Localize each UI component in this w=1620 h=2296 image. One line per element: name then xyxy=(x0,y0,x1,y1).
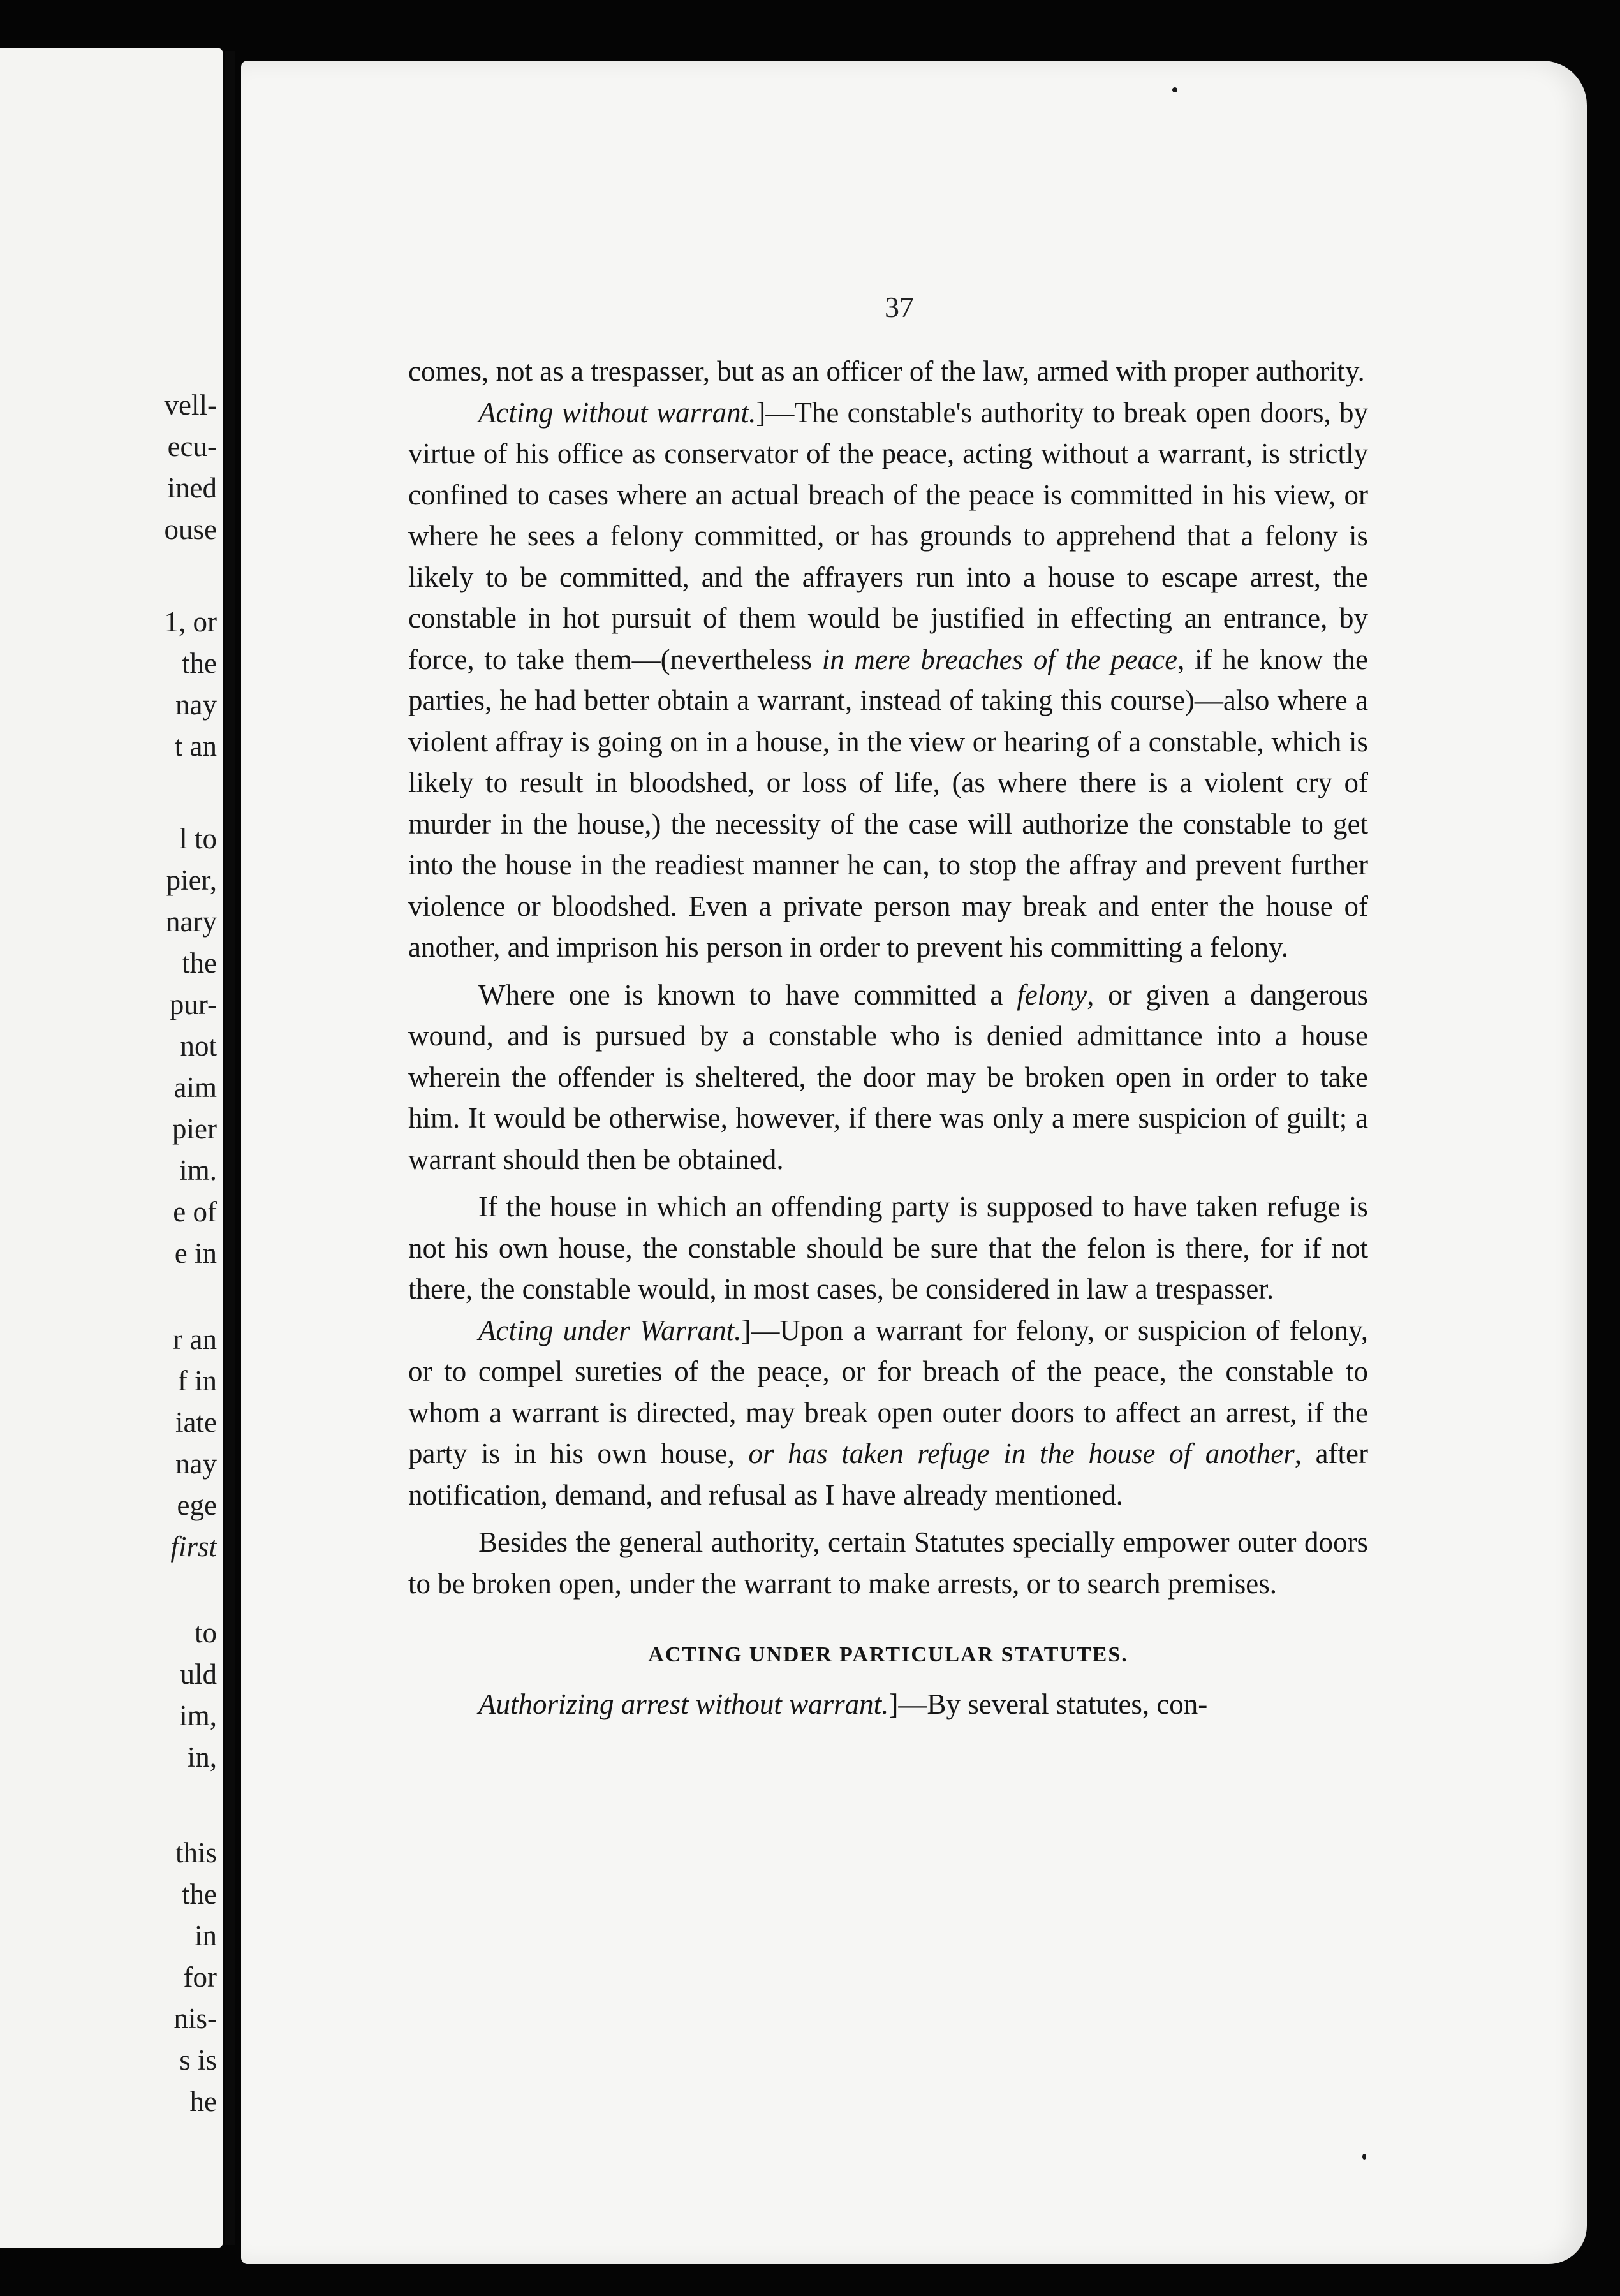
paragraph: Besides the general authority, certain Statutes specially empower outer doors to be broken open, under the warrant to make arrests, or to search premises. xyxy=(408,1526,1368,1600)
left-page-fragment: l to xyxy=(179,823,217,855)
left-page-fragment: e of xyxy=(173,1196,217,1228)
left-page-fragment: ouse xyxy=(164,513,217,545)
left-page-fragment: im, xyxy=(179,1700,217,1732)
dust-speck xyxy=(1172,87,1177,92)
emphasis-text: felony xyxy=(1017,978,1087,1011)
paragraph-text: , or given a dangerous wound, and is pursued by a constable who is denied admittance into a house wherein the offender is sheltered, the door may be broken open in order to take him. It would be otherwise, however, if there was only a mere suspicion of guilt; a warrant should then be obtained. xyxy=(408,978,1368,1175)
left-page-fragment: this xyxy=(175,1837,217,1869)
paragraph-text: ]—Upon a warrant for felony, or suspicion of felony, or to compel sureties of the peace, or for breach of the peace, the constable to whom a warrant is directed, may break open outer doors to affect an arrest, if the party is in his own house, xyxy=(408,1314,1368,1469)
book-gutter xyxy=(225,51,235,2245)
left-page-fragment: ecu- xyxy=(167,430,217,462)
left-page-fragment: nary xyxy=(166,906,217,938)
left-page-fragment: 1, or xyxy=(164,606,217,638)
paragraph-text: Where one is known to have committed a xyxy=(478,978,1017,1011)
left-page-fragment: for xyxy=(183,1961,217,1993)
left-page-fragment: ined xyxy=(167,472,217,504)
left-page-fragment: nis- xyxy=(173,2003,217,2035)
dust-speck xyxy=(1362,2154,1366,2160)
page-body xyxy=(408,351,1368,1725)
emphasis-text: or has taken refuge in the house of another xyxy=(748,1438,1295,1469)
paragraph-text: , after notification, demand, and refusal as I have already mentioned. xyxy=(408,1438,1368,1511)
left-page-fragment: pur- xyxy=(169,989,217,1020)
page-number: 37 xyxy=(885,291,914,323)
section-lead: Acting under Warrant. xyxy=(478,1314,742,1346)
section-lead: Acting without warrant. xyxy=(478,396,756,429)
section-lead: Authorizing arrest without warrant. xyxy=(478,1688,889,1720)
left-page-fragment: he xyxy=(189,2086,217,2117)
left-page-fragment: f in xyxy=(177,1365,217,1397)
left-page-fragment: not xyxy=(180,1030,217,1062)
left-page-fragment: the xyxy=(182,1878,217,1910)
paragraph xyxy=(408,1310,1368,1516)
left-page-fragment: im. xyxy=(179,1154,217,1186)
paragraph-text: ]—The constable's authority to break open doors, by virtue of his office as conservator of the peace, acting without a warrant, is strictly confined to cases where an actual breach of the peace is committed in his view, or where he sees a felony committed, or has grounds to apprehend that a felony is likely to be committed, and the affrayers run into a house to escape arrest, the constable in hot pursuit of them would be justified in effecting an entrance, by force, to take them—(nevertheless xyxy=(408,396,1369,675)
left-page-fragment: s is xyxy=(179,2044,217,2076)
left-page-fragment: in, xyxy=(187,1741,217,1773)
left-page-fragment: in xyxy=(194,1920,217,1952)
left-page-fragment: uld xyxy=(180,1658,217,1690)
left-page-fragment: vell- xyxy=(164,389,217,421)
left-page-fragment: iate xyxy=(175,1406,217,1438)
left-page-fragment: nay xyxy=(175,1448,217,1480)
left-page-fragment: the xyxy=(182,647,217,679)
paragraph xyxy=(408,392,1368,968)
emphasis-text: in mere breaches of the peace xyxy=(821,643,1178,675)
paragraph-text: , if he know the parties, he had better obtain a warrant, instead of taking this course)—also where a violent affray is going on in a house, in the view or hearing of a constable, which is likely to result in bloodshed, or loss of life, (as where there is a violent cry of murder in the house,) the necessity of the case will authorize the constable to get into the house in the readiest manner he can, to stop the affray and prevent further violence or bloodshed. Even a private person may break and enter the house of another, and imprison his person in order to prevent his committing a felony. xyxy=(408,643,1368,963)
left-page-fragment: the xyxy=(182,947,217,979)
left-page-fragment: r an xyxy=(173,1323,217,1355)
left-page xyxy=(0,48,223,2248)
left-page-fragment: t an xyxy=(174,730,217,762)
left-page-fragment: nay xyxy=(175,689,217,721)
paragraph xyxy=(408,1684,1368,1725)
left-page-fragment: first xyxy=(170,1531,217,1563)
left-page-fragment: pier, xyxy=(166,864,217,896)
section-heading: ACTING UNDER PARTICULAR STATUTES. xyxy=(648,1643,1128,1667)
left-page-fragment: pier xyxy=(172,1113,217,1145)
left-page-fragment: aim xyxy=(173,1071,217,1103)
left-page-fragment: to xyxy=(194,1617,217,1649)
left-page-fragment: e in xyxy=(174,1237,217,1269)
paragraph: comes, not as a trespasser, but as an officer of the law, armed with proper authority. xyxy=(408,355,1365,387)
paragraph xyxy=(408,975,1368,1181)
paragraph: If the house in which an offending party is supposed to have taken refuge is not his own house, the constable should be sure that the felon is there, for if not there, the constable would, in most cases, be considered in law a trespasser. xyxy=(408,1191,1368,1305)
left-page-fragment: ege xyxy=(177,1489,217,1521)
paragraph-text: ]—By several statutes, con- xyxy=(888,1688,1208,1720)
